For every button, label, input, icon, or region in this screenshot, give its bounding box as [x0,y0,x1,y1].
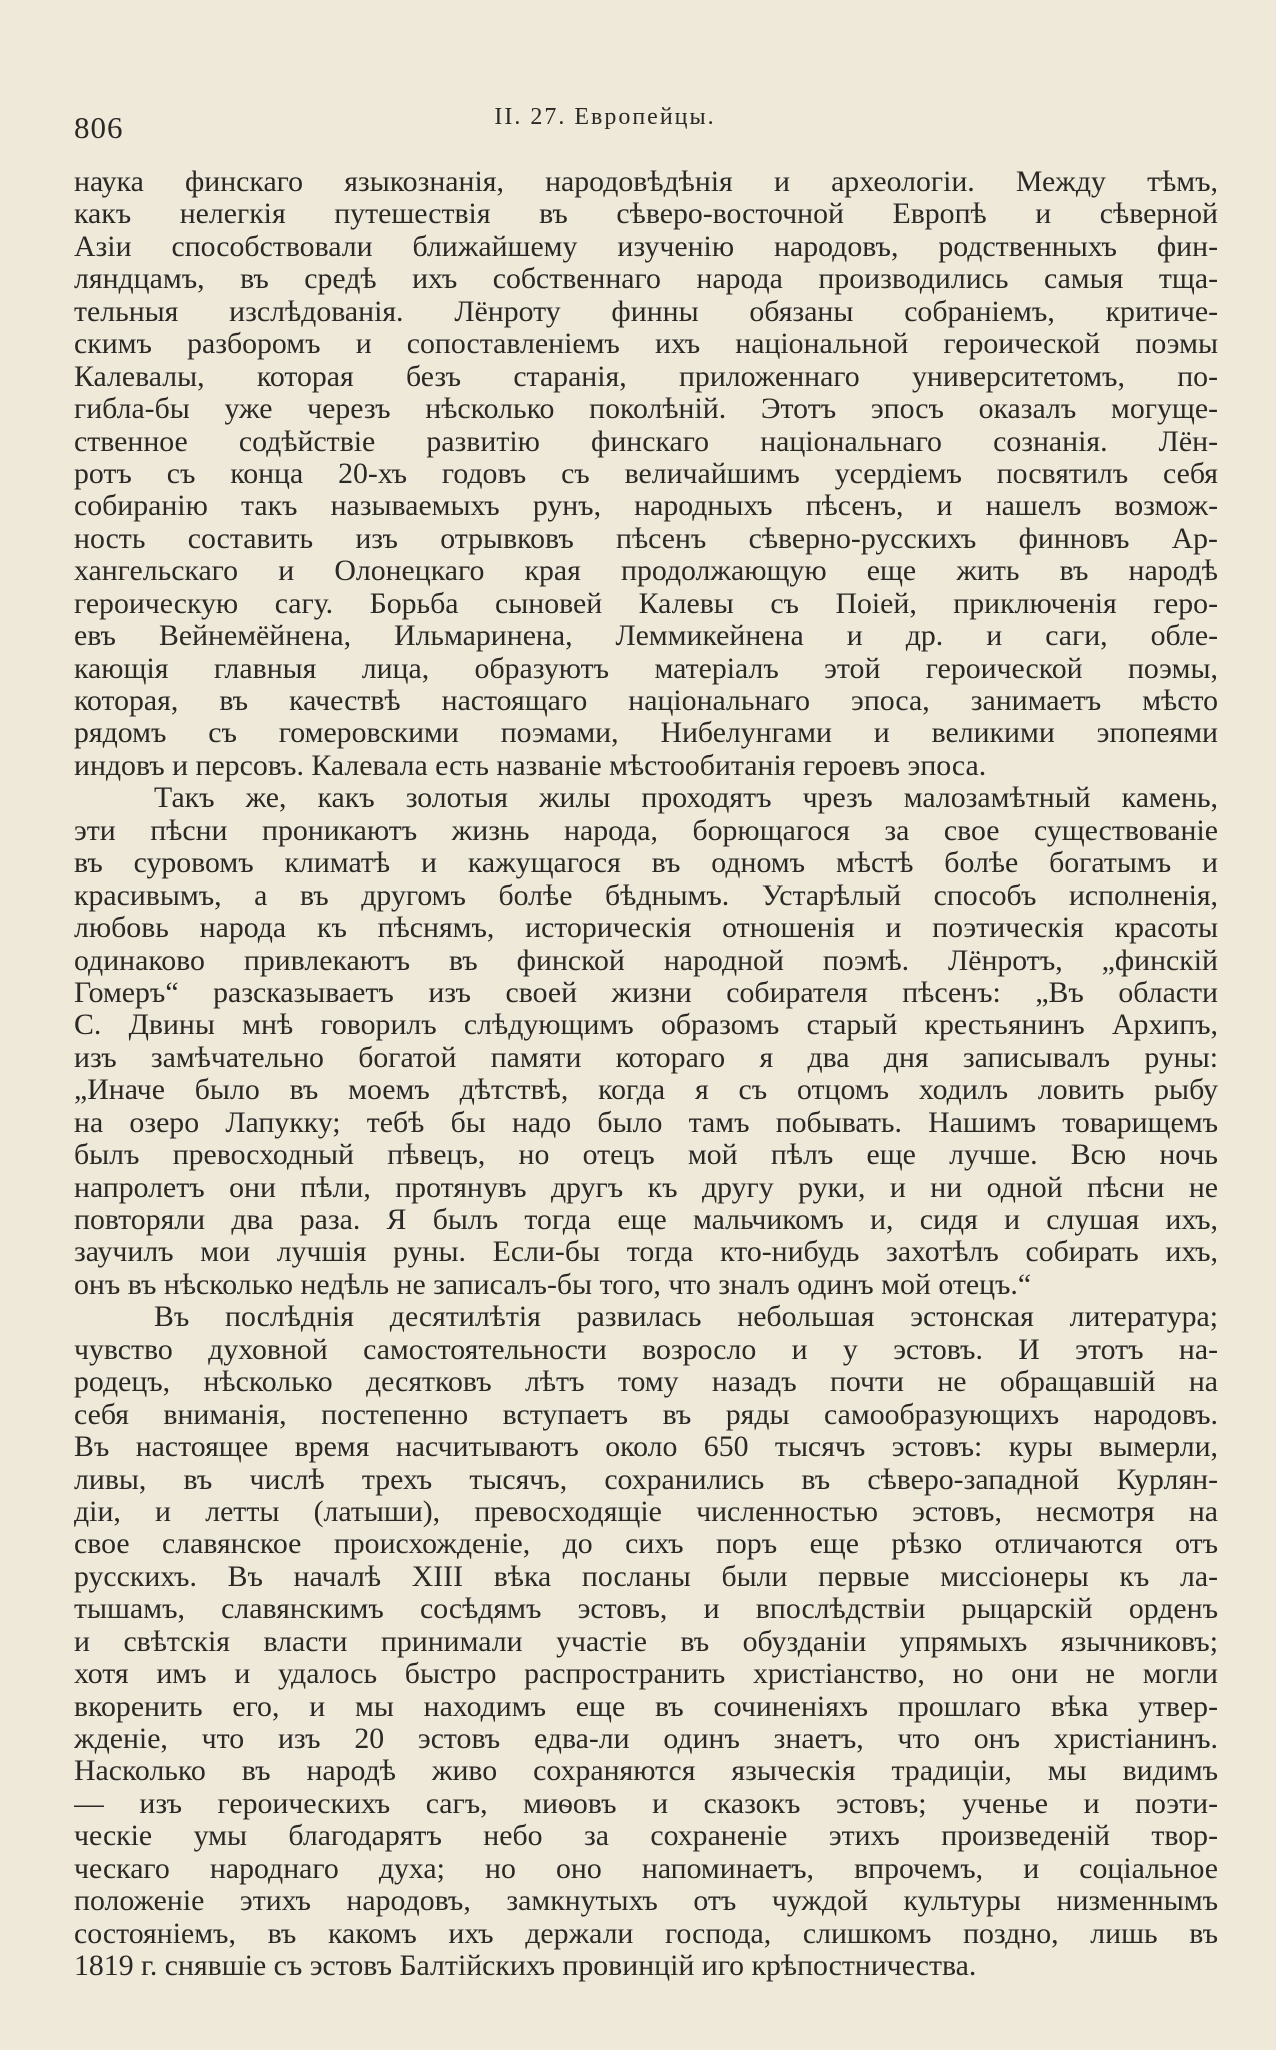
text-line: ляндцамъ, въ средѣ ихъ собственнаго народа производились самыя тща- [74,263,1218,296]
text-line: въ суровомъ климатѣ и кажущагося въ одномъ мѣстѣ болѣе богатымъ и [74,847,1218,880]
text-line: Азіи способствовали ближайшему изученію народовъ, родственныхъ фин- [74,230,1218,263]
text-line: жденіе, что изъ 20 эстовъ едва-ли одинъ знаетъ, что онъ христіанинъ. [74,1723,1218,1755]
page-number: 806 [74,110,124,145]
text-line: евъ Вейнемёйнена, Ильмаринена, Леммикейнена и др. и саги, обле- [74,620,1218,653]
text-line: собиранію такъ называемыхъ рунъ, народныхъ пѣсенъ, и нашелъ возмож- [74,490,1218,523]
text-line: Въ послѣднія десятилѣтія развилась небольшая эстонская литература; [154,1301,1218,1334]
text-line: Въ настоящее время насчитываютъ около 650 тысячъ эстовъ: куры вымерли, [74,1431,1218,1464]
text-line: — изъ героическихъ сагъ, миѳовъ и сказокъ эстовъ; ученье и поэти- [74,1787,1218,1820]
text-line: кающія главныя лица, образуютъ матеріалъ этой героической поэмы, [74,652,1218,685]
text-line: состояніемъ, въ какомъ ихъ держали господа, слишкомъ поздно, лишь въ [74,1917,1218,1950]
text-line: 1819 г. снявшіе съ эстовъ Балтійскихъ провинцій иго крѣпостничества. [74,1950,977,1983]
text-line: положеніе этихъ народовъ, замкнутыхъ отъ чуждой культуры низменнымъ [74,1885,1218,1918]
text-line: ческіе умы благодарятъ небо за сохраненіе этихъ произведеній твор- [74,1820,1218,1853]
text-line: хангельскаго и Олонецкаго края продолжающую еще жить въ народѣ [74,555,1218,588]
text-line: скимъ разборомъ и сопоставленіемъ ихъ національной героической поэмы [74,328,1218,361]
text-line: чувство духовной самостоятельности возросло и у эстовъ. И этотъ на- [74,1333,1218,1366]
text-line: вкоренить его, и мы находимъ еще въ сочиненіяхъ прошлаго вѣка утвер- [74,1690,1218,1723]
text-line: наука финскаго языкознанія, народовѣдѣнія и археологіи. Между тѣмъ, [74,166,1218,198]
text-line: Насколько въ народѣ живо сохраняются языческія традиціи, мы видимъ [74,1755,1218,1788]
text-line: красивымъ, а въ другомъ болѣе бѣднымъ. Устарѣлый способъ исполненія, [74,879,1218,912]
text-line: „Иначе было въ моемъ дѣтствѣ, когда я съ отцомъ ходилъ ловить рыбу [74,1074,1218,1107]
text-line: на озеро Лапукку; тебѣ бы надо было тамъ побывать. Нашимъ товарищемъ [74,1106,1218,1139]
paragraph [74,166,1218,782]
text-line: эти пѣсни проникаютъ жизнь народа, борющагося за свое существованіе [74,814,1218,847]
text-line: и свѣтскія власти принимали участіе въ обузданіи упрямыхъ язычниковъ; [74,1625,1218,1658]
text-line: ственное содѣйствіе развитію финскаго національнаго сознанія. Лён- [74,425,1218,458]
text-line: Гомеръ“ разсказываетъ изъ своей жизни собирателя пѣсенъ: „Въ области [74,976,1218,1009]
text-line: С. Двины мнѣ говорилъ слѣдующимъ образомъ старый крестьянинъ Архипъ, [74,1009,1218,1042]
paragraph [74,782,1218,1301]
text-line: гибла-бы уже черезъ нѣсколько поколѣній. Этотъ эпосъ оказалъ могуще- [74,393,1218,426]
body-text [74,166,1218,1983]
text-line: Калевалы, которая безъ старанія, приложеннаго университетомъ, по- [74,360,1218,393]
text-line: ность составить изъ отрывковъ пѣсенъ сѣверно-русскихъ финновъ Ар- [74,522,1218,555]
text-line: діи, и летты (латыши), превосходящіе численностью эстовъ, несмотря на [74,1495,1218,1528]
text-line: заучилъ мои лучшія руны. Если-бы тогда кто-нибудь захотѣлъ собирать ихъ, [74,1236,1218,1269]
text-line: тельныя изслѣдованія. Лёнроту финны обязаны собраніемъ, критиче- [74,295,1218,328]
text-line: свое славянское происхожденіе, до сихъ поръ еще рѣзко отличаются отъ [74,1528,1218,1561]
text-line: ливы, въ числѣ трехъ тысячъ, сохранились въ сѣверо-западной Курлян- [74,1463,1218,1496]
text-line: ротъ съ конца 20-хъ годовъ съ величайшимъ усердіемъ посвятилъ себя [74,457,1218,490]
paragraph [74,1301,1218,1982]
page-header [74,104,1216,148]
text-line: какъ нелегкія путешествія въ сѣверо-восточной Европѣ и сѣверной [74,198,1218,231]
text-line: индовъ и персовъ. Калевала есть названіе мѣстообитанія героевъ эпоса. [74,749,987,782]
text-line: Такъ же, какъ золотыя жилы проходятъ чрезъ малозамѣтный камень, [154,782,1218,815]
text-line: тышамъ, славянскимъ сосѣдямъ эстовъ, и впослѣдствіи рыцарскій орденъ [74,1593,1218,1626]
text-line: русскихъ. Въ началѣ XIII вѣка посланы были первые миссіонеры къ ла- [74,1560,1218,1593]
running-head: II. 27. Европейцы. [494,104,716,130]
text-line: былъ превосходный пѣвецъ, но отецъ мой пѣлъ еще лучше. Всю ночь [74,1139,1218,1172]
text-line: любовь народа къ пѣснямъ, историческія отношенія и поэтическія красоты [74,912,1218,945]
text-line: хотя имъ и удалось быстро распространить христіанство, но они не могли [74,1658,1218,1691]
text-line: ческаго народнаго духа; но оно напоминаетъ, впрочемъ, и соціальное [74,1852,1218,1885]
text-line: героическую сагу. Борьба сыновей Калевы съ Поіей, приключенія геро- [74,587,1218,620]
text-line: которая, въ качествѣ настоящаго національнаго эпоса, занимаетъ мѣсто [74,685,1218,717]
text-line: себя вниманія, постепенно вступаетъ въ ряды самообразующихъ народовъ. [74,1398,1218,1431]
text-line: напролетъ они пѣли, протянувъ другъ къ другу руки, и ни одной пѣсни не [74,1171,1218,1204]
text-line: родецъ, нѣсколько десятковъ лѣтъ тому назадъ почти не обращавшій на [74,1366,1218,1399]
text-line: одинаково привлекаютъ въ финской народной поэмѣ. Лёнротъ, „финскій [74,944,1218,977]
text-line: рядомъ съ гомеровскими поэмами, Нибелунгами и великими эпопеями [74,717,1218,750]
text-line: онъ въ нѣсколько недѣль не записалъ-бы того, что зналъ одинъ мой отецъ.“ [74,1268,1032,1301]
text-line: повторяли два раза. Я былъ тогда еще мальчикомъ и, сидя и слушая ихъ, [74,1204,1218,1236]
text-line: изъ замѣчательно богатой памяти котораго я два дня записывалъ руны: [74,1041,1218,1074]
